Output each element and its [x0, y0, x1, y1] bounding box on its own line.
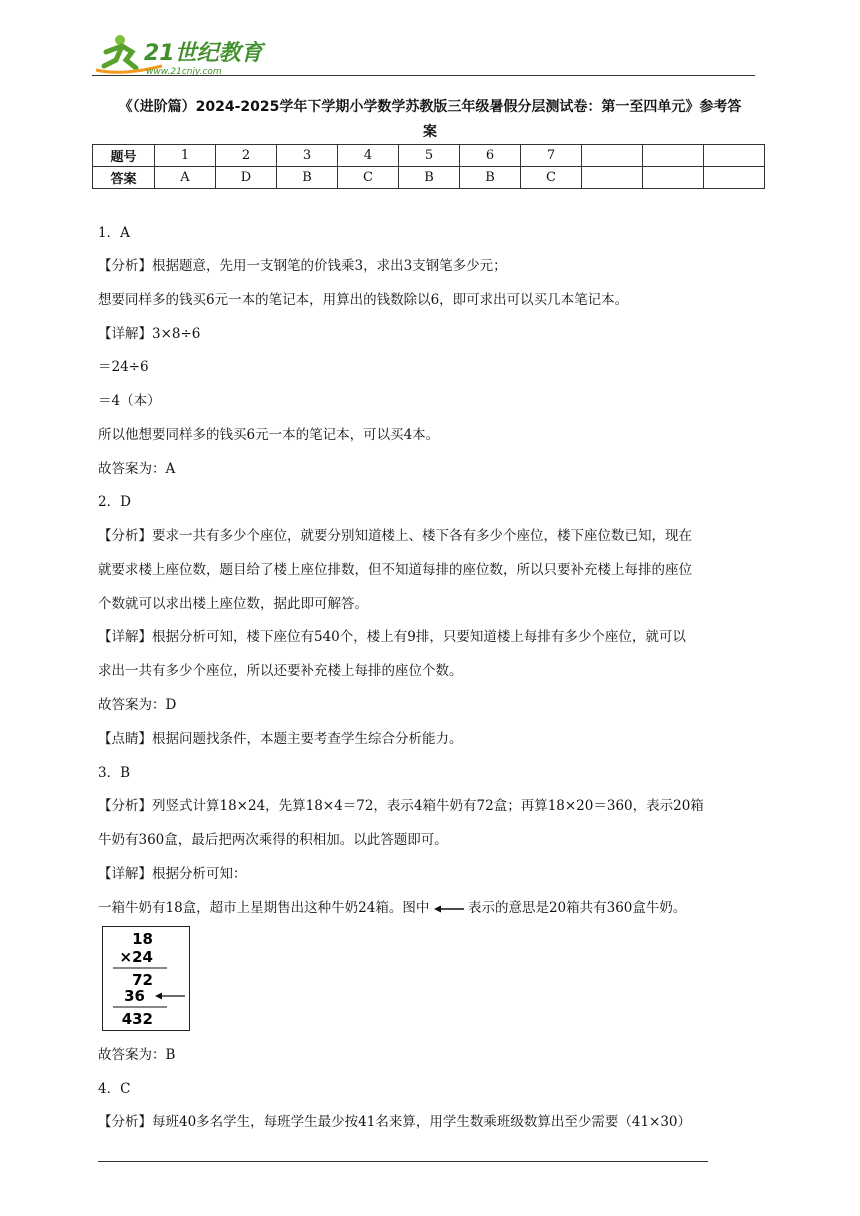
table-cell: A — [155, 167, 216, 189]
left-arrow-icon — [434, 904, 464, 914]
body-line: 【详解】3×8÷6 — [98, 326, 201, 342]
site-logo — [92, 30, 272, 80]
calc-partial-1: 72 — [132, 971, 153, 989]
left-arrow-icon — [155, 993, 185, 1000]
table-cell: B — [277, 167, 338, 189]
calc-result: 432 — [121, 1010, 153, 1028]
table-cell: 5 — [399, 145, 460, 167]
answer-table — [92, 144, 765, 189]
table-cell: D — [216, 167, 277, 189]
table-cell — [582, 145, 643, 167]
calc-mult: ×24 — [119, 948, 153, 966]
question-heading: 1．A — [98, 225, 130, 241]
table-cell — [582, 167, 643, 189]
question-heading: 3．B — [98, 765, 131, 781]
table-cell: B — [399, 167, 460, 189]
table-cell — [704, 145, 765, 167]
table-cell: B — [460, 167, 521, 189]
table-cell: 2 — [216, 145, 277, 167]
table-cell: C — [338, 167, 399, 189]
question-heading: 2．D — [98, 494, 131, 510]
table-cell — [643, 145, 704, 167]
header-divider — [92, 75, 755, 76]
body-line: 【分析】要求一共有多少个座位，就要分别知道楼上、楼下各有多少个座位，楼下座位数已知，现在 — [98, 528, 692, 544]
table-cell: 6 — [460, 145, 521, 167]
table-row-answers — [93, 167, 765, 189]
body-line: ＝24÷6 — [98, 359, 149, 375]
table-row-numbers — [93, 145, 765, 167]
body-line: ＝4（本） — [98, 393, 161, 409]
body-line: 【详解】根据分析可知，楼下座位有540个，楼上有9排，只要知道楼上每排有多少个座位，就可以 — [98, 629, 686, 645]
logo-url: www.21cnjy.com — [146, 67, 222, 77]
body-line: 【详解】根据分析可知： — [98, 866, 247, 882]
title-line-2: 案 — [423, 124, 437, 140]
vertical-multiplication-figure — [102, 926, 190, 1031]
footer-divider — [98, 1161, 708, 1162]
table-cell: 1 — [155, 145, 216, 167]
table-cell — [704, 167, 765, 189]
body-line: 想要同样多的钱买6元一本的笔记本，用算出的钱数除以6，即可求出可以买几本笔记本。 — [98, 292, 629, 308]
question-heading: 4．C — [98, 1081, 131, 1097]
body-line: 个数就可以求出楼上座位数，据此即可解答。 — [98, 596, 368, 612]
body-line: 故答案为：D — [98, 697, 177, 713]
body-line: 【分析】列竖式计算18×24，先算18×4＝72，表示4箱牛奶有72盒；再算18×20＝360，表示20箱 — [98, 798, 704, 814]
table-cell: 7 — [521, 145, 582, 167]
body-line: 【分析】根据题意，先用一支钢笔的价钱乘3，求出3支钢笔多少元； — [98, 258, 507, 274]
table-cell: C — [521, 167, 582, 189]
table-cell — [643, 167, 704, 189]
body-line: 故答案为：B — [98, 1047, 176, 1063]
row-label-numbers: 题号 — [93, 145, 155, 167]
body-line-with-arrow — [98, 896, 768, 916]
row-label-answers: 答案 — [93, 167, 155, 189]
body-line: 所以他想要同样多的钱买6元一本的笔记本，可以买4本。 — [98, 427, 440, 443]
title-line-1: 《（进阶篇）2024-2025学年下学期小学数学苏教版三年级暑假分层测试卷：第一至四单元》参考答 — [118, 99, 742, 115]
body-line: 故答案为：A — [98, 461, 176, 477]
line-text-after-arrow: 表示的意思是20箱共有360盒牛奶。 — [467, 900, 687, 916]
body-line: 求出一共有多少个座位，所以还要补充楼上每排的座位个数。 — [98, 663, 463, 679]
line-text-before-arrow: 一箱牛奶有18盒，超市上星期售出这种牛奶24箱。图中 — [98, 900, 430, 916]
logo-text: 21世纪教育 — [144, 41, 263, 66]
body-line: 牛奶有360盒，最后把两次乘得的积相加。以此答题即可。 — [98, 832, 448, 848]
document-title — [96, 95, 764, 145]
body-line: 【点睛】根据问题找条件，本题主要考查学生综合分析能力。 — [98, 731, 463, 747]
table-cell: 3 — [277, 145, 338, 167]
table-cell: 4 — [338, 145, 399, 167]
body-line: 就要求楼上座位数，题目给了楼上座位排数，但不知道每排的座位数，所以只要补充楼上每排的座位 — [98, 562, 692, 578]
calc-top: 18 — [132, 930, 153, 948]
calc-partial-2: 36 — [124, 987, 145, 1005]
body-line: 【分析】每班40多名学生，每班学生最少按41名来算，用学生数乘班级数算出至少需要（41×30） — [98, 1114, 692, 1130]
